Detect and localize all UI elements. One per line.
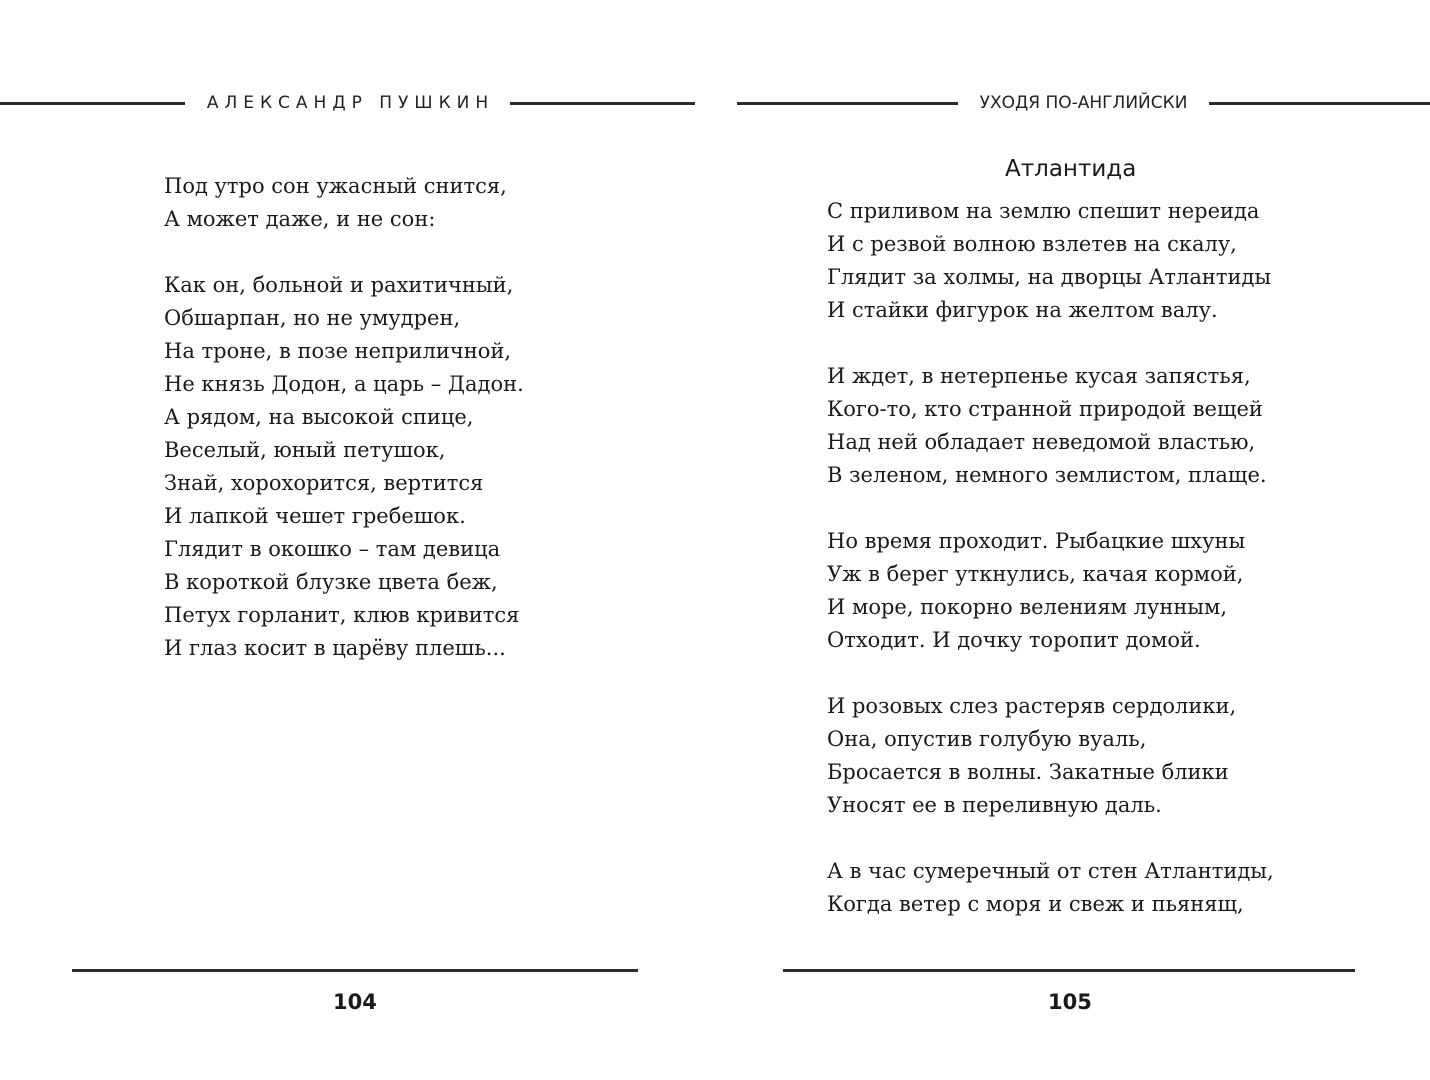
- page-number: 105: [1048, 990, 1092, 1014]
- poem-line: Бросается в волны. Закатные блики: [827, 760, 1229, 784]
- stanza: [827, 525, 1274, 657]
- right-running-header: [737, 88, 1430, 118]
- running-head-title: УХОДЯ ПО-АНГЛИЙСКИ: [979, 93, 1188, 113]
- stanza: [827, 360, 1274, 492]
- poem-line: Знай, хорохорится, вертится: [164, 471, 484, 495]
- stanza: [164, 269, 524, 665]
- poem-line: И с резвой волною взлетев на скалу,: [827, 232, 1237, 256]
- poem-line: И розовых слез растеряв сердолики,: [827, 694, 1237, 718]
- running-head-author: АЛЕКСАНДР ПУШКИН: [206, 93, 495, 113]
- left-poem: [164, 170, 524, 698]
- poem-line: Уносят ее в переливную даль.: [827, 793, 1162, 817]
- poem-line: Под утро сон ужасный снится,: [164, 174, 507, 198]
- stanza: [827, 690, 1274, 822]
- poem-line: Уж в берег уткнулись, качая кормой,: [827, 562, 1244, 586]
- poem-line: С приливом на землю спешит нереида: [827, 199, 1260, 223]
- poem-line: Глядит за холмы, на дворцы Атлантиды: [827, 265, 1272, 289]
- footer-rule: [783, 969, 1355, 972]
- poem-line: И море, покорно велениям лунным,: [827, 595, 1228, 619]
- poem-line: И лапкой чешет гребешок.: [164, 504, 466, 528]
- poem-line: Обшарпан, но не умудрен,: [164, 306, 461, 330]
- stanza: [827, 855, 1274, 921]
- header-rule-left: [0, 102, 185, 105]
- right-poem: [827, 195, 1274, 954]
- poem-line: Отходит. И дочку торопит домой.: [827, 628, 1201, 652]
- poem-line: Петух горланит, клюв кривится: [164, 603, 520, 627]
- left-running-header: [0, 88, 695, 118]
- poem-line: А в час сумеречный от стен Атлантиды,: [827, 859, 1274, 883]
- poem-line: Не князь Додон, а царь – Дадон.: [164, 372, 524, 396]
- poem-line: В короткой блузке цвета беж,: [164, 570, 498, 594]
- stanza: [827, 195, 1274, 327]
- poem-line: Кого-то, кто странной природой вещей: [827, 397, 1263, 421]
- poem-line: Глядит в окошко – там девица: [164, 537, 501, 561]
- header-rule-left: [737, 102, 958, 105]
- right-page: [715, 0, 1430, 1080]
- stanza: [164, 170, 524, 236]
- header-rule-right: [1209, 102, 1430, 105]
- poem-line: А рядом, на высокой спице,: [164, 405, 474, 429]
- poem-title: Атлантида: [1005, 156, 1137, 182]
- poem-line: Как он, больной и рахитичный,: [164, 273, 514, 297]
- poem-line: Она, опустив голубую вуаль,: [827, 727, 1147, 751]
- poem-line: А может даже, и не сон:: [164, 207, 436, 231]
- poem-line: И ждет, в нетерпенье кусая запястья,: [827, 364, 1251, 388]
- poem-line: В зеленом, немного землистом, плаще.: [827, 463, 1267, 487]
- poem-line: Веселый, юный петушок,: [164, 438, 446, 462]
- poem-line: И стайки фигурок на желтом валу.: [827, 298, 1218, 322]
- header-rule-right: [510, 102, 695, 105]
- poem-line: На троне, в позе неприличной,: [164, 339, 512, 363]
- poem-line: Но время проходит. Рыбацкие шхуны: [827, 529, 1246, 553]
- poem-line: Над ней обладает неведомой властью,: [827, 430, 1256, 454]
- page-number: 104: [333, 990, 377, 1014]
- poem-line: И глаз косит в царёву плешь...: [164, 636, 506, 660]
- footer-rule: [72, 969, 638, 972]
- poem-line: Когда ветер с моря и свеж и пьянящ,: [827, 892, 1244, 916]
